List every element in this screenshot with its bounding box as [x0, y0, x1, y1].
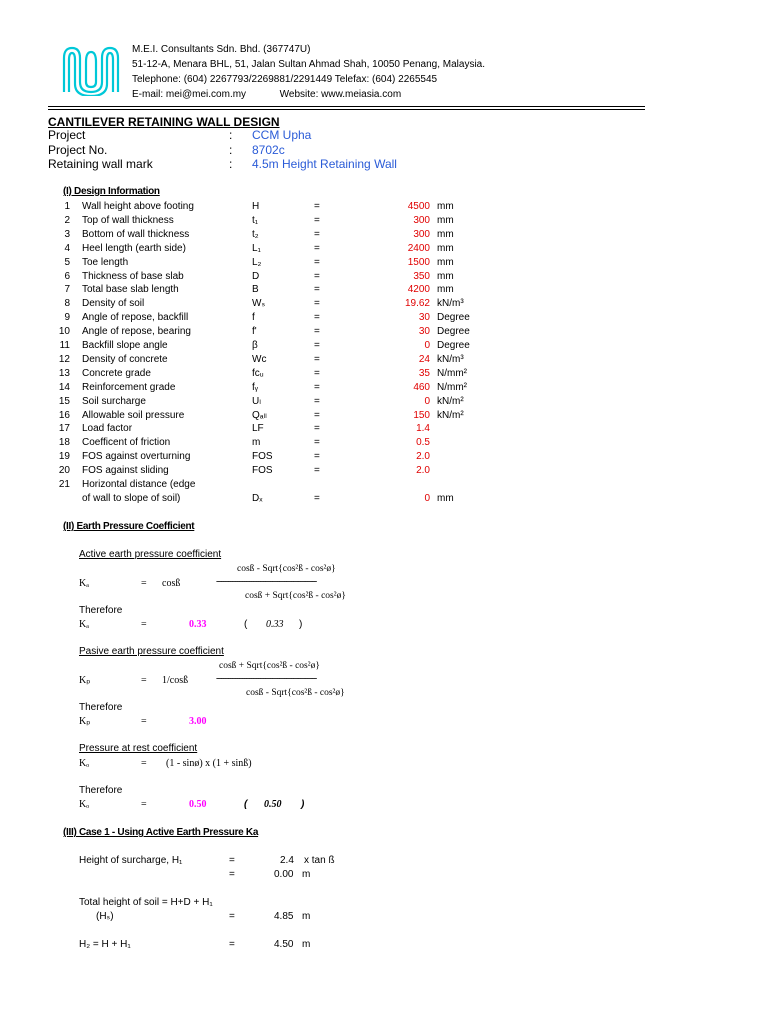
row-description: Wall height above footing [82, 201, 194, 212]
row-unit: mm [437, 493, 454, 504]
row-description: Angle of repose, bearing [82, 326, 191, 338]
row-equals: = [314, 395, 320, 407]
ka-paren-value: 0.33 [266, 619, 284, 630]
total-height-value: 4.85 [274, 911, 294, 922]
row-equals: = [314, 312, 320, 324]
design-info-row-21 [48, 479, 608, 509]
design-info-row [48, 257, 608, 271]
row-description: Thickness of base slab [82, 270, 184, 282]
passive-numerator: cosß + Sqrt{cos²ß - cos²ø} [219, 661, 320, 671]
row-value: 24 [418, 353, 430, 365]
row-value: 35 [418, 367, 430, 379]
row-description: Concrete grade [82, 367, 151, 379]
row-symbol: H [252, 201, 260, 212]
kp-result: 3.00 [189, 716, 207, 727]
row-number: 19 [58, 451, 70, 463]
passive-fraction-line: ------------------------------------------- [216, 673, 317, 684]
row-number: 8 [64, 298, 70, 310]
row-description: FOS against overturning [82, 451, 191, 463]
row-number: 1 [64, 201, 70, 212]
design-info-row [48, 368, 608, 382]
row-description: Horizontal distance (edge [82, 479, 196, 490]
row-symbol: Wᴄ [252, 353, 267, 365]
row-equals: = [314, 214, 320, 226]
design-info-row [48, 396, 608, 410]
row-symbol: m [252, 437, 261, 449]
row-number: 6 [64, 270, 70, 282]
row-equals: = [314, 326, 320, 338]
wall-mark-label: Retaining wall mark [48, 157, 153, 171]
row-number: 11 [59, 340, 70, 351]
active-factor: cosß [162, 578, 181, 589]
row-value: 300 [413, 214, 430, 226]
row-number: 5 [64, 256, 70, 268]
company-website: Website: www.meiasia.com [279, 89, 402, 100]
row-symbol: Dₓ [252, 493, 263, 504]
design-info-row [48, 312, 608, 326]
row-number: 16 [58, 409, 70, 421]
design-info-row [48, 271, 608, 285]
row-equals: = [314, 228, 320, 240]
row-description-cont: of wall to slope of soil) [82, 493, 181, 504]
paren-close: ) [301, 799, 305, 810]
row-unit: mm [437, 201, 454, 212]
row-symbol: L₁ [252, 242, 261, 254]
row-symbol: FOS [252, 465, 273, 477]
passive-heading: Pasive earth pressure coefficient [79, 646, 224, 657]
document-title: CANTILEVER RETAINING WALL DESIGN [48, 115, 280, 129]
row-unit: mm [437, 256, 454, 268]
project-no-value: 8702c [252, 142, 285, 157]
row-equals: = [314, 256, 320, 268]
active-numerator: cosß - Sqrt{cos²ß - cos²ø} [237, 564, 336, 574]
row-value: 0.5 [416, 437, 430, 449]
row-equals: = [314, 437, 320, 449]
ka-result: 0.33 [189, 619, 207, 630]
company-logo [60, 44, 122, 96]
row-description: Top of wall thickness [82, 214, 174, 226]
row-description: Backfill slope angle [82, 340, 168, 351]
row-unit: kN/m² [437, 409, 464, 421]
project-no-label: Project No. [48, 142, 108, 157]
row-number: 2 [64, 214, 70, 226]
company-address: 51-12-A, Menara BHL, 51, Jalan Sultan Ahmad Shah, 10050 Penang, Malaysia. [132, 59, 486, 70]
row-value: 0 [424, 493, 430, 504]
header-rule-bottom [48, 109, 645, 110]
design-info-row [48, 201, 608, 215]
row-description: Reinforcement grade [82, 381, 176, 393]
row-value: 0 [424, 395, 430, 407]
row-equals: = [314, 298, 320, 310]
row-number: 9 [64, 312, 70, 324]
row-description: Total base slab length [82, 284, 179, 296]
paren-close: ) [299, 619, 303, 630]
row-symbol: Qₐₗₗ [252, 409, 267, 421]
row-value: 300 [413, 228, 430, 240]
passive-denominator: cosß - Sqrt{cos²ß - cos²ø} [246, 688, 345, 698]
equals: = [229, 855, 235, 866]
row-description: Heel length (earth side) [82, 242, 186, 254]
row-equals: = [314, 353, 320, 365]
colon: : [229, 128, 233, 142]
row-number: 17 [58, 423, 70, 435]
row-equals: = [314, 367, 320, 379]
row-value: 4500 [407, 201, 430, 212]
paren-open: ( [244, 619, 248, 630]
row-value: 2.0 [416, 465, 430, 477]
wall-mark-value: 4.5m Height Retaining Wall [252, 157, 397, 171]
design-info-row [48, 243, 608, 257]
row-symbol: t₂ [252, 228, 259, 240]
row-description: Allowable soil pressure [82, 409, 185, 421]
rest-therefore: Therefore [79, 785, 123, 796]
row-unit: N/mm² [437, 381, 467, 393]
row-unit: kN/m² [437, 395, 464, 407]
equals: = [229, 939, 235, 950]
design-info-row [48, 382, 608, 396]
passive-factor: 1/cosß [162, 675, 189, 686]
row-value: 1500 [407, 256, 430, 268]
row-number: 20 [58, 465, 70, 477]
row-symbol: f' [252, 326, 257, 338]
row-unit: N/mm² [437, 367, 467, 379]
row-unit: kN/m³ [437, 298, 464, 310]
project-label: Project [48, 128, 86, 142]
row-unit: mm [437, 214, 454, 226]
company-email: E-mail: mei@mei.com.my [132, 89, 247, 100]
row-description: Load factor [82, 423, 133, 435]
row-equals: = [314, 493, 320, 504]
row-value: 30 [418, 312, 430, 324]
row-description: Toe length [82, 256, 129, 268]
row-number: 18 [58, 437, 70, 449]
row-symbol: β [252, 340, 258, 351]
row-description: Density of soil [82, 298, 145, 310]
design-info-row [48, 465, 608, 479]
row-number: 10 [58, 326, 70, 338]
design-info-row [48, 298, 608, 312]
active-lhs-2: Kₐ [79, 619, 89, 630]
active-therefore: Therefore [79, 605, 123, 616]
row-equals: = [314, 284, 320, 296]
passive-equals-2: = [141, 716, 147, 727]
row-value: 30 [418, 326, 430, 338]
row-symbol: fᴄᵤ [252, 367, 264, 379]
company-info [132, 42, 485, 102]
row-equals: = [314, 270, 320, 282]
surcharge-height-value: 0.00 [274, 869, 294, 880]
header-rule-top [48, 106, 645, 107]
rest-lhs-2: Kₒ [79, 799, 90, 810]
active-equals: = [141, 578, 147, 589]
row-number: 21 [58, 479, 70, 490]
row-value: 150 [413, 409, 430, 421]
paren-open: ( [244, 799, 248, 810]
row-number: 4 [64, 242, 70, 254]
row-symbol: Uₗ [252, 395, 261, 407]
design-info-row [48, 354, 608, 368]
row-unit: mm [437, 270, 454, 282]
row-number: 12 [58, 353, 70, 365]
active-heading: Active earth pressure coefficient [79, 549, 222, 560]
h2-value: 4.50 [274, 939, 294, 950]
row-description: FOS against sliding [82, 465, 169, 477]
row-value: 1.4 [416, 423, 430, 435]
row-equals: = [314, 381, 320, 393]
row-number: 3 [64, 228, 70, 240]
design-info-row [48, 423, 608, 437]
unit-m: m [302, 869, 311, 880]
row-unit: mm [437, 242, 454, 254]
section-1-title: (I) Design Information [63, 186, 160, 197]
surcharge-tan: x tan ß [304, 855, 335, 866]
company-phone: Telephone: (604) 2267793/2269881/2291449 Telefax: (604) 2265545 [132, 74, 438, 85]
rest-formula: (1 - sinø) x (1 + sinß) [166, 758, 252, 769]
row-equals: = [314, 451, 320, 463]
row-number: 14 [58, 381, 70, 393]
h2-label: H₂ = H + H₁ [79, 939, 131, 950]
row-equals: = [314, 423, 320, 435]
row-number: 13 [58, 367, 70, 379]
design-info-row [48, 326, 608, 340]
row-value: 2400 [407, 242, 430, 254]
passive-therefore: Therefore [79, 702, 123, 713]
row-symbol: fᵧ [252, 381, 258, 393]
row-description: Angle of repose, backfill [82, 312, 189, 324]
surcharge-factor: 2.4 [280, 855, 294, 866]
design-info-row [48, 437, 608, 451]
passive-lhs-2: Kₚ [79, 716, 91, 727]
design-info-row [48, 451, 608, 465]
company-contact [132, 87, 485, 102]
row-symbol: f [252, 312, 255, 324]
row-unit: Degree [437, 326, 470, 338]
design-info-row [48, 215, 608, 229]
row-symbol: B [252, 284, 259, 296]
row-unit: mm [437, 284, 454, 296]
row-number: 15 [58, 395, 70, 407]
active-fraction-line: ------------------------------------------- [216, 576, 317, 587]
design-info-row [48, 229, 608, 243]
row-symbol: D [252, 270, 260, 282]
row-value: 2.0 [416, 451, 430, 463]
row-number: 7 [64, 284, 70, 296]
row-equals: = [314, 465, 320, 477]
project-colons [229, 128, 232, 172]
row-value: 4200 [407, 284, 430, 296]
rest-equals-2: = [141, 799, 147, 810]
row-symbol: LF [252, 423, 264, 435]
row-equals: = [314, 340, 320, 351]
row-symbol: FOS [252, 451, 273, 463]
passive-lhs: Kₚ [79, 675, 91, 686]
rest-heading: Pressure at rest coefficient [79, 743, 198, 754]
row-unit: Degree [437, 312, 470, 324]
row-unit: kN/m³ [437, 353, 464, 365]
row-description: Bottom of wall thickness [82, 228, 190, 240]
row-symbol: t₁ [252, 214, 259, 226]
row-symbol: L₂ [252, 256, 262, 268]
company-name: M.E.I. Consultants Sdn. Bhd. (367747U) [132, 44, 311, 55]
total-height-label: Total height of soil = H+D + H₁ [79, 897, 213, 908]
unit-m: m [302, 939, 311, 950]
project-value: CCM Upha [252, 128, 312, 142]
design-info-row [48, 340, 608, 354]
design-info-row [48, 410, 608, 424]
surcharge-height-label: Height of surcharge, H₁ [79, 855, 183, 866]
row-value: 19.62 [404, 298, 430, 310]
project-labels [48, 128, 153, 172]
rest-lhs: Kₒ [79, 758, 90, 769]
row-unit: Degree [437, 340, 470, 351]
row-description: Soil surcharge [82, 395, 146, 407]
rest-equals: = [141, 758, 147, 769]
active-denominator: cosß + Sqrt{cos²ß - cos²ø} [245, 591, 346, 601]
project-values [252, 128, 397, 172]
unit-m: m [302, 911, 311, 922]
row-equals: = [314, 242, 320, 254]
row-unit: mm [437, 228, 454, 240]
row-symbol: Wₛ [252, 298, 266, 310]
design-info-row [48, 284, 608, 298]
row-description: Density of concrete [82, 353, 168, 365]
row-equals: = [314, 409, 320, 421]
row-description: Coefficent of friction [82, 437, 171, 449]
total-height-symbol: (Hₛ) [96, 911, 114, 922]
ko-result: 0.50 [189, 799, 207, 810]
colon: : [229, 142, 233, 157]
colon: : [229, 157, 233, 171]
row-value: 350 [413, 270, 430, 282]
passive-equals: = [141, 675, 147, 686]
ko-paren-value: 0.50 [264, 799, 282, 810]
section-3-title: (III) Case 1 - Using Active Earth Pressure Ka [63, 827, 259, 838]
equals: = [229, 911, 235, 922]
row-value: 460 [413, 381, 430, 393]
active-equals-2: = [141, 619, 147, 630]
section-2-title: (II) Earth Pressure Coefficient [63, 521, 195, 532]
row-value: 0 [424, 340, 430, 351]
row-equals: = [314, 201, 320, 212]
equals: = [229, 869, 235, 880]
active-lhs: Kₐ [79, 578, 89, 589]
